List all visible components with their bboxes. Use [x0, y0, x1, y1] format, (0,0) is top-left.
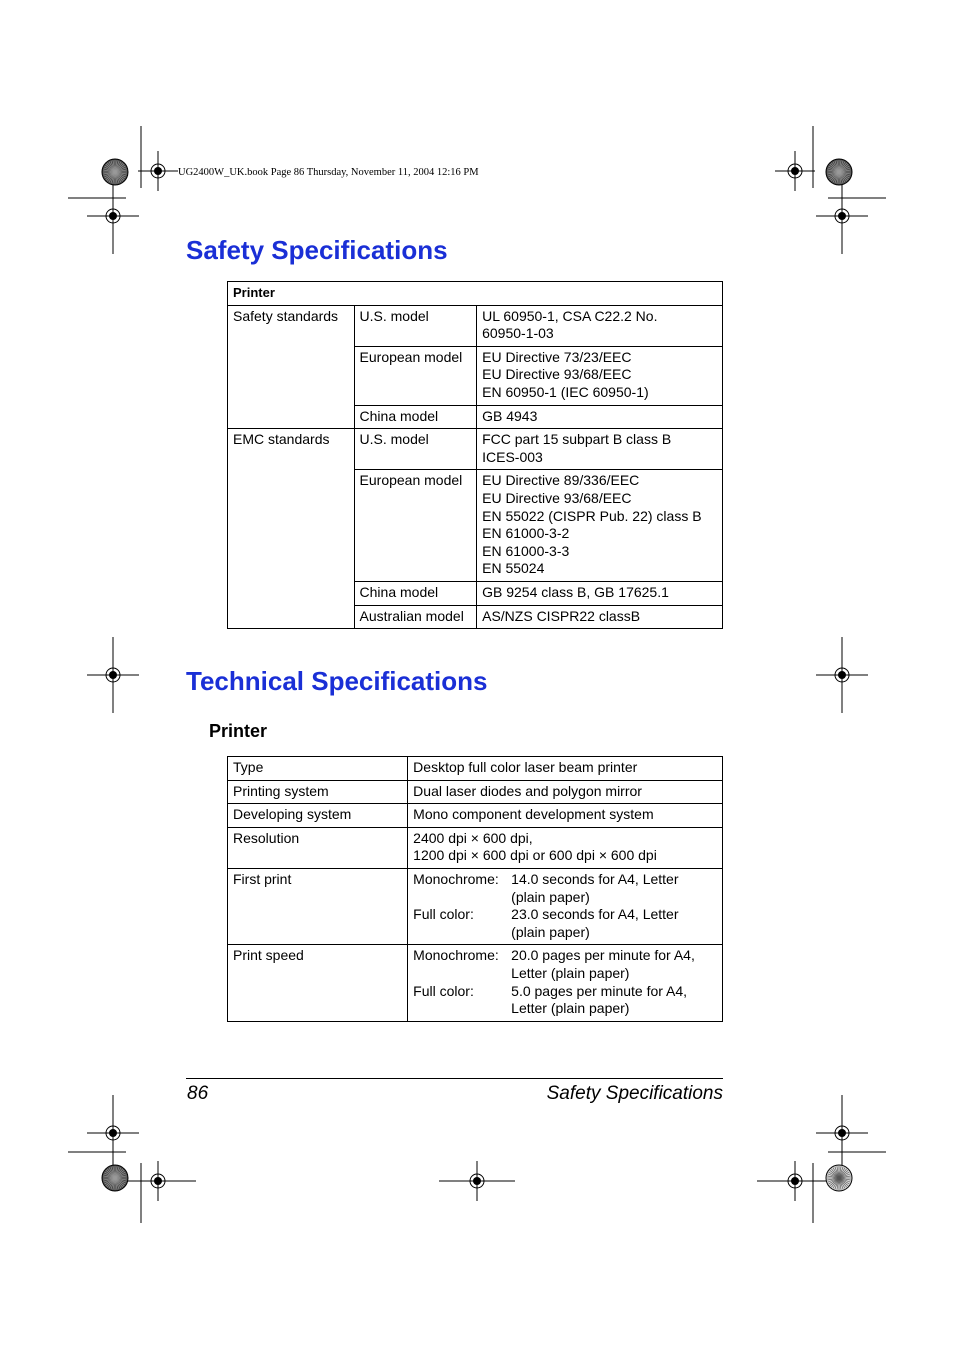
standard-value-cell — [477, 470, 723, 582]
footer-section-title: Safety Specifications — [546, 1083, 723, 1104]
mode-value-line: 14.0 seconds for A4, Letter — [511, 870, 679, 887]
standard-label: Safety standards — [228, 305, 355, 429]
spec-value-cell — [408, 945, 723, 1021]
mode-value-line: 5.0 pages per minute for A4, — [511, 982, 688, 999]
spec-row — [228, 804, 723, 828]
model-cell: European model — [354, 470, 477, 582]
mode-label-spacer — [413, 965, 511, 983]
standard-value-cell — [477, 305, 723, 346]
mode-value-line: (plain paper) — [511, 923, 590, 940]
mode-label-spacer — [413, 1000, 511, 1018]
cell-line: Dual laser diodes and polygon mirror — [413, 782, 642, 799]
model-cell: China model — [354, 405, 477, 429]
mode-label: Full color: — [413, 906, 474, 923]
cell-line: EN 61000-3-2 — [482, 525, 570, 542]
printer-subtitle: Printer — [209, 721, 268, 741]
mode-value-line: 23.0 seconds for A4, Letter — [511, 906, 679, 923]
safety-title: Safety Specifications — [186, 235, 448, 265]
safety-row — [228, 429, 723, 470]
cell-line: Mono component development system — [413, 806, 654, 823]
cell-line: 60950-1-03 — [482, 325, 554, 342]
spec-label: Resolution — [228, 827, 408, 868]
spec-value-cell — [408, 804, 723, 828]
spec-label: Developing system — [228, 804, 408, 828]
mode-value-line: Letter (plain paper) — [511, 964, 630, 981]
cell-line: 1200 dpi × 600 dpi or 600 dpi × 600 dpi — [413, 847, 657, 864]
cell-line: GB 9254 class B, GB 17625.1 — [482, 583, 669, 600]
safety-table — [227, 281, 723, 629]
model-cell: U.S. model — [354, 429, 477, 470]
standard-value-cell — [477, 581, 723, 605]
spec-row — [228, 945, 723, 1021]
spec-label: First print — [228, 868, 408, 944]
cell-line: FCC part 15 subpart B class B — [482, 431, 672, 448]
safety-row — [228, 305, 723, 346]
spec-value-cell — [408, 827, 723, 868]
mode-label: Monochrome: — [413, 870, 499, 887]
cell-line: EN 55024 — [482, 560, 545, 577]
spec-row — [228, 827, 723, 868]
spec-label: Printing system — [228, 780, 408, 804]
spec-label: Type — [228, 757, 408, 781]
technical-title: Technical Specifications — [186, 666, 488, 696]
cell-line: 2400 dpi × 600 dpi, — [413, 829, 533, 846]
model-cell: China model — [354, 581, 477, 605]
cell-line: EU Directive 93/68/EEC — [482, 366, 632, 383]
cell-line: EU Directive 93/68/EEC — [482, 489, 632, 506]
model-cell: Australian model — [354, 605, 477, 629]
spec-value-cell — [408, 757, 723, 781]
spec-value-cell — [408, 780, 723, 804]
cell-line: EN 61000-3-3 — [482, 542, 570, 559]
model-cell: European model — [354, 346, 477, 405]
cell-line: EN 60950-1 (IEC 60950-1) — [482, 383, 649, 400]
print-header-line: UG2400W_UK.book Page 86 Thursday, November 11, 2004 12:16 PM — [178, 167, 479, 178]
cell-line: Desktop full color laser beam printer — [413, 759, 638, 775]
spec-row — [228, 780, 723, 804]
cell-line: UL 60950-1, CSA C22.2 No. — [482, 307, 658, 324]
technical-table — [227, 756, 723, 1022]
safety-header-cell: Printer — [228, 282, 723, 306]
mode-label: Monochrome: — [413, 947, 499, 964]
cell-line: ICES-003 — [482, 448, 543, 465]
page-number: 86 — [187, 1083, 209, 1104]
standard-label: EMC standards — [228, 429, 355, 629]
standard-value-cell — [477, 605, 723, 629]
cell-line: EU Directive 89/336/EEC — [482, 472, 640, 489]
standard-value-cell — [477, 429, 723, 470]
mode-value-line: Letter (plain paper) — [511, 1000, 630, 1017]
mode-label-spacer — [413, 924, 511, 942]
mode-value-line: (plain paper) — [511, 888, 590, 905]
model-cell: U.S. model — [354, 305, 477, 346]
safety-header-row — [228, 282, 723, 306]
mode-label: Full color: — [413, 982, 474, 999]
footer-rule — [186, 1078, 723, 1079]
spec-sub-grid — [413, 871, 717, 941]
standard-value-cell — [477, 346, 723, 405]
cell-line: EU Directive 73/23/EEC — [482, 348, 632, 365]
cell-line: EN 55022 (CISPR Pub. 22) class B — [482, 507, 702, 524]
spec-label: Print speed — [228, 945, 408, 1021]
spec-row — [228, 868, 723, 944]
spec-sub-grid — [413, 947, 717, 1017]
cell-line: AS/NZS CISPR22 classB — [482, 607, 641, 624]
spec-value-cell — [408, 868, 723, 944]
mode-value-line: 20.0 pages per minute for A4, — [511, 947, 695, 964]
spec-row — [228, 757, 723, 781]
standard-value-cell — [477, 405, 723, 429]
cell-line: GB 4943 — [482, 407, 538, 424]
mode-label-spacer — [413, 889, 511, 907]
